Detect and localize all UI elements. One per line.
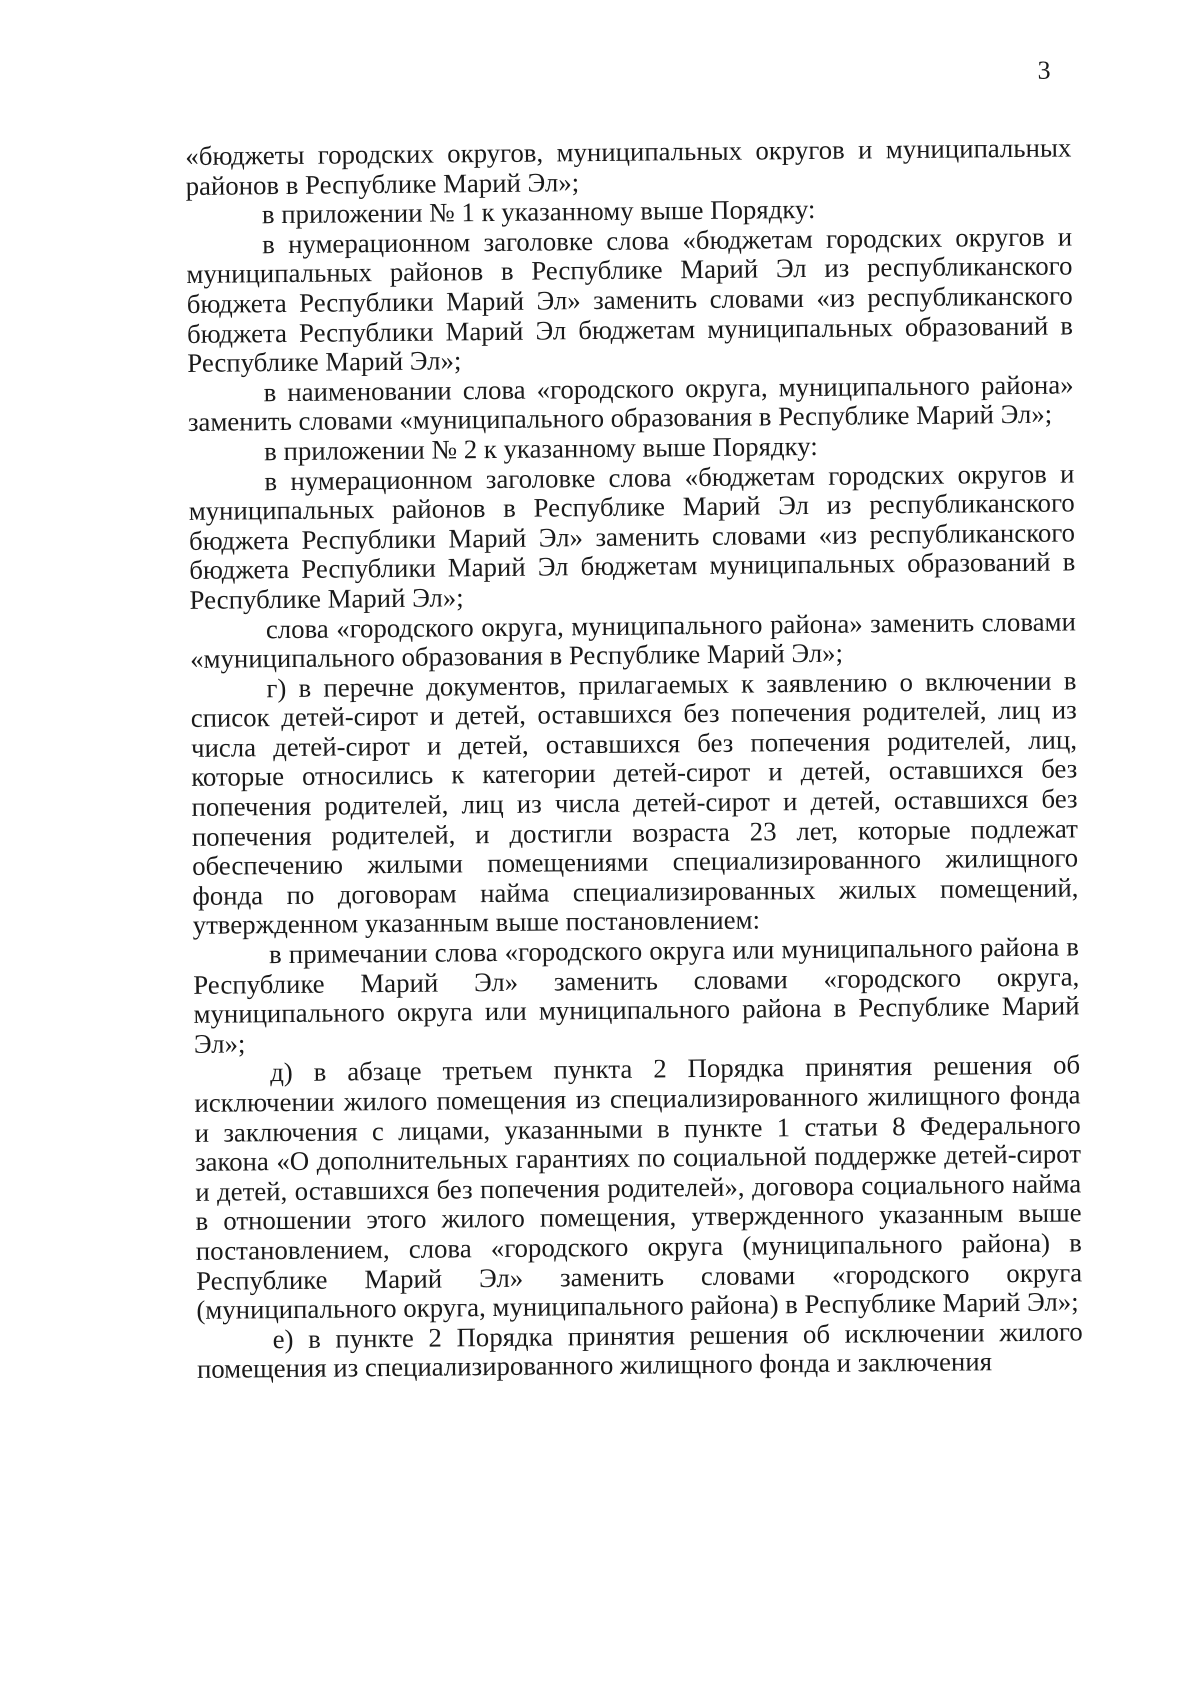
page-number: 3 xyxy=(1037,55,1051,85)
paragraph-appendix-1-heading: в нумерационном заголовке слова «бюджетам городских округов и муниципальных районов в Республике Марий Эл из республиканского бюджета Республики Марий Эл» заменить словами «из республиканского бюджета Республики Марий Эл бюджетам муниципальных образований в Республике Марий Эл»; xyxy=(186,221,1074,379)
paragraph-item-e: е) в пункте 2 Порядка принятия решения об исключении жилого помещения из специализированного жилищного фонда и заключения xyxy=(196,1316,1083,1385)
paragraph-appendix-1: в приложении № 1 к указанному выше Порядку: xyxy=(261,194,816,230)
document-body xyxy=(185,133,1083,1384)
paragraph-appendix-2-words: слова «городского округа, муниципального района» заменить словами «муниципального образования в Республике Марий Эл»; xyxy=(190,605,1076,675)
paragraph-appendix-2: в приложении № 2 к указанному выше Порядку: xyxy=(264,430,818,467)
paragraph-budgets-continuation: «бюджеты городских округов, муниципальных округов и муниципальных районов в Республике Марий Эл»; xyxy=(185,132,1072,201)
paragraph-item-d: д) в абзаце третьем пункта 2 Порядка принятия решения об исключении жилого помещения из специализированного жилищного фонда и заключения с лицами, указанными в пункте 1 статьи 8 Федерального закона «О дополнительных гарантиях по социальной поддержке детей-сирот и детей, оставшихся без попечения родителей», договора социального найма в отношении этого жилого помещения, утвержденного указанным выше постановлением, слова «городского округа (муниципального района) в Республике Марий Эл» заменить словами «городского округа (муниципального округа, муниципального района) в Республике Марий Эл»; xyxy=(194,1049,1083,1326)
paragraph-note: в примечании слова «городского округа или муниципального района в Республике Марий Эл» заменить словами «городского округа, муниципального округа или муниципального района в Республике Марий Эл»; xyxy=(193,931,1080,1059)
paragraph-item-g: г) в перечне документов, прилагаемых к заявлению о включении в список детей-сирот и детей, оставшихся без попечения родителей, лиц из числа детей-сирот и детей, оставшихся без попечения родителей, лиц, которые относились к категории детей-сирот и детей, оставшихся без попечения родителей, лиц из числа детей-сирот и детей, оставшихся без попечения родителей, и достигли возраста 23 лет, которые подлежат обеспечению жилыми помещениями специализированного жилищного фонда по договорам найма специализированных жилых помещений, утвержденном указанным выше постановлением: xyxy=(190,665,1079,941)
paragraph-appendix-2-heading: в нумерационном заголовке слова «бюджетам городских округов и муниципальных районов в Республике Марий Эл из республиканского бюджета Республики Марий Эл» заменить словами «из республиканского бюджета Республики Марий Эл бюджетам муниципальных образований в Республике Марий Эл»; xyxy=(188,457,1076,615)
paragraph-appendix-1-name: в наименовании слова «городского округа, муниципального района» заменить словами «муниципального образования в Республике Марий Эл»; xyxy=(187,369,1074,438)
